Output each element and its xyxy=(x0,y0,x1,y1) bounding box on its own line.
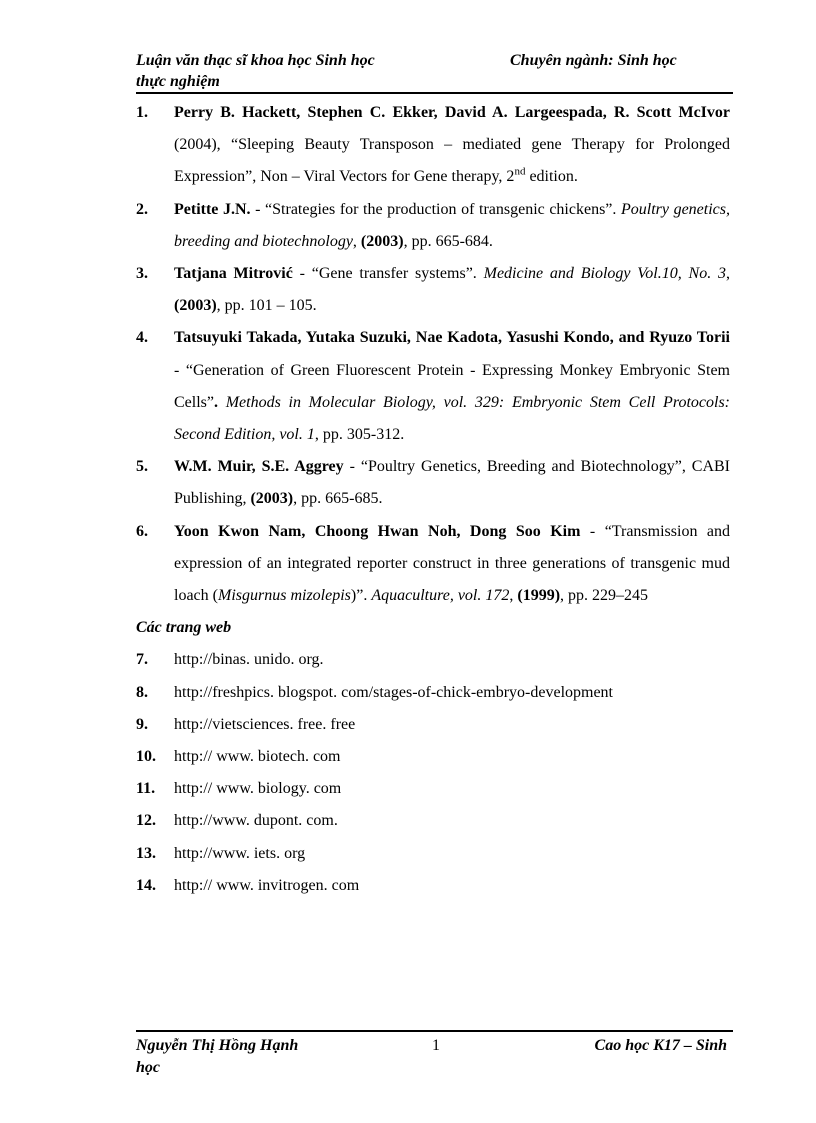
reference-authors: Tatjana Mitrović xyxy=(174,265,293,283)
reference-text: , xyxy=(509,587,518,605)
reference-authors: Yoon Kwon Nam, Choong Hwan Noh, Dong Soo Kim xyxy=(174,522,581,540)
web-link-item xyxy=(136,805,730,837)
reference-authors: Tatsuyuki Takada, Yutaka Suzuki, Nae Kadota, Yasushi Kondo, and Ryuzo Torii xyxy=(174,329,730,347)
reference-journal: Poultry genetics, breeding and biotechnology xyxy=(174,200,730,250)
page-footer xyxy=(136,1030,733,1076)
reference-text: - “Gene transfer systems”. xyxy=(292,265,484,283)
reference-journal: Methods in Molecular Biology, vol. 329: Embryonic Stem Cell Protocols: Second Edition, vol. 1 xyxy=(174,393,730,444)
web-link-item xyxy=(136,870,730,902)
web-link-url: http:// www. biology. com xyxy=(174,780,342,798)
header-major: Chuyên ngành: Sinh học xyxy=(510,52,677,69)
header-thesis-line1: Luận văn thạc sĩ khoa học Sinh học xyxy=(136,52,375,69)
web-link-item xyxy=(136,838,730,870)
reference-authors: Perry B. Hackett, Stephen C. Ekker, David A. Largeespada, R. Scott McIvor xyxy=(174,104,730,121)
reference-number: 1. xyxy=(136,104,148,121)
web-link-url: http://vietsciences. free. free xyxy=(174,715,356,733)
reference-year: (1999) xyxy=(517,587,561,605)
reference-journal: Medicine and Biology Vol.10, No. 3 xyxy=(483,265,726,283)
reference-species: Misgurnus mizolepis xyxy=(217,587,351,605)
web-link-number: 13. xyxy=(136,844,156,862)
reference-text: , xyxy=(726,265,730,283)
reference-text: , xyxy=(352,232,361,250)
web-link-url: http:// www. biotech. com xyxy=(174,748,341,766)
reference-text: - “Strategies for the production of transgenic chickens”. xyxy=(250,200,621,218)
page-header xyxy=(136,50,733,94)
reference-journal: Aquaculture, vol. 172 xyxy=(371,587,510,605)
reference-text: , pp. 665-685. xyxy=(293,490,383,508)
web-link-url: http://freshpics. blogspot. com/stages-of-chick-embryo-development xyxy=(174,683,613,701)
footer-course-line2: học xyxy=(136,1059,160,1076)
reference-text: , pp. 101 – 105. xyxy=(216,297,317,315)
reference-text: , pp. 229–245 xyxy=(560,587,649,605)
web-link-number: 14. xyxy=(136,876,156,894)
reference-list xyxy=(136,97,730,902)
reference-year: (2003) xyxy=(360,232,404,250)
reference-text: - “Poultry Genetics, Breeding and Biotechnology”, CABI Publishing, xyxy=(174,458,731,508)
reference-item xyxy=(136,97,730,194)
reference-number: 2. xyxy=(136,200,148,218)
reference-text: , pp. 665-684. xyxy=(403,232,493,250)
web-link-item xyxy=(136,677,730,709)
reference-authors: Petitte J.N. xyxy=(174,200,251,218)
web-link-item xyxy=(136,644,730,676)
reference-number: 6. xyxy=(136,522,148,540)
web-link-url: http://www. iets. org xyxy=(174,844,306,862)
reference-number: 5. xyxy=(136,458,148,476)
reference-dot: . xyxy=(214,393,218,411)
header-thesis-title xyxy=(136,50,436,92)
reference-text: )”. xyxy=(350,587,372,605)
reference-text: , pp. 305-312. xyxy=(314,426,405,444)
web-link-url: http://binas. unido. org. xyxy=(174,651,324,669)
reference-number: 4. xyxy=(136,329,148,347)
web-section-title: Các trang web xyxy=(136,619,232,637)
web-link-number: 10. xyxy=(136,748,156,766)
reference-text: - “Transmission and expression of an integrated reporter construct in three generations of transgenic mud loach ( xyxy=(174,522,731,605)
reference-item xyxy=(136,258,730,322)
reference-number: 3. xyxy=(136,265,148,283)
web-link-url: http:// www. invitrogen. com xyxy=(174,876,360,894)
web-link-url: http://www. dupont. com. xyxy=(174,812,338,830)
reference-year: (2003) xyxy=(250,490,294,508)
web-link-number: 9. xyxy=(136,715,148,733)
header-thesis-line2: thực nghiệm xyxy=(136,73,220,90)
web-link-number: 8. xyxy=(136,683,148,701)
reference-text: - “Generation of Green Fluorescent Protein - Expressing Monkey Embryonic Stem Cells” xyxy=(174,361,730,411)
web-link-item xyxy=(136,741,730,773)
web-link-number: 11. xyxy=(136,780,156,798)
reference-item xyxy=(136,451,730,515)
reference-year: (2003) xyxy=(174,297,217,315)
reference-text: (2004), “Sleeping Beauty Transposon – mediated gene Therapy for Prolonged Expression”, Non – Viral Vectors for Gene therapy, 2 xyxy=(174,136,730,186)
reference-authors: W.M. Muir, S.E. Aggrey xyxy=(174,458,344,476)
reference-item xyxy=(136,516,730,613)
reference-item xyxy=(136,322,730,451)
web-link-item xyxy=(136,709,730,741)
footer-author: Nguyễn Thị Hồng Hạnh xyxy=(136,1037,299,1054)
reference-text: edition. xyxy=(525,168,578,186)
web-link-number: 7. xyxy=(136,651,148,669)
web-link-number: 12. xyxy=(136,812,156,830)
footer-course: Cao học K17 – Sinh xyxy=(594,1037,727,1054)
reference-superscript: nd xyxy=(514,166,526,179)
web-link-item xyxy=(136,773,730,805)
page-number: 1 xyxy=(432,1037,440,1054)
reference-item xyxy=(136,194,730,258)
